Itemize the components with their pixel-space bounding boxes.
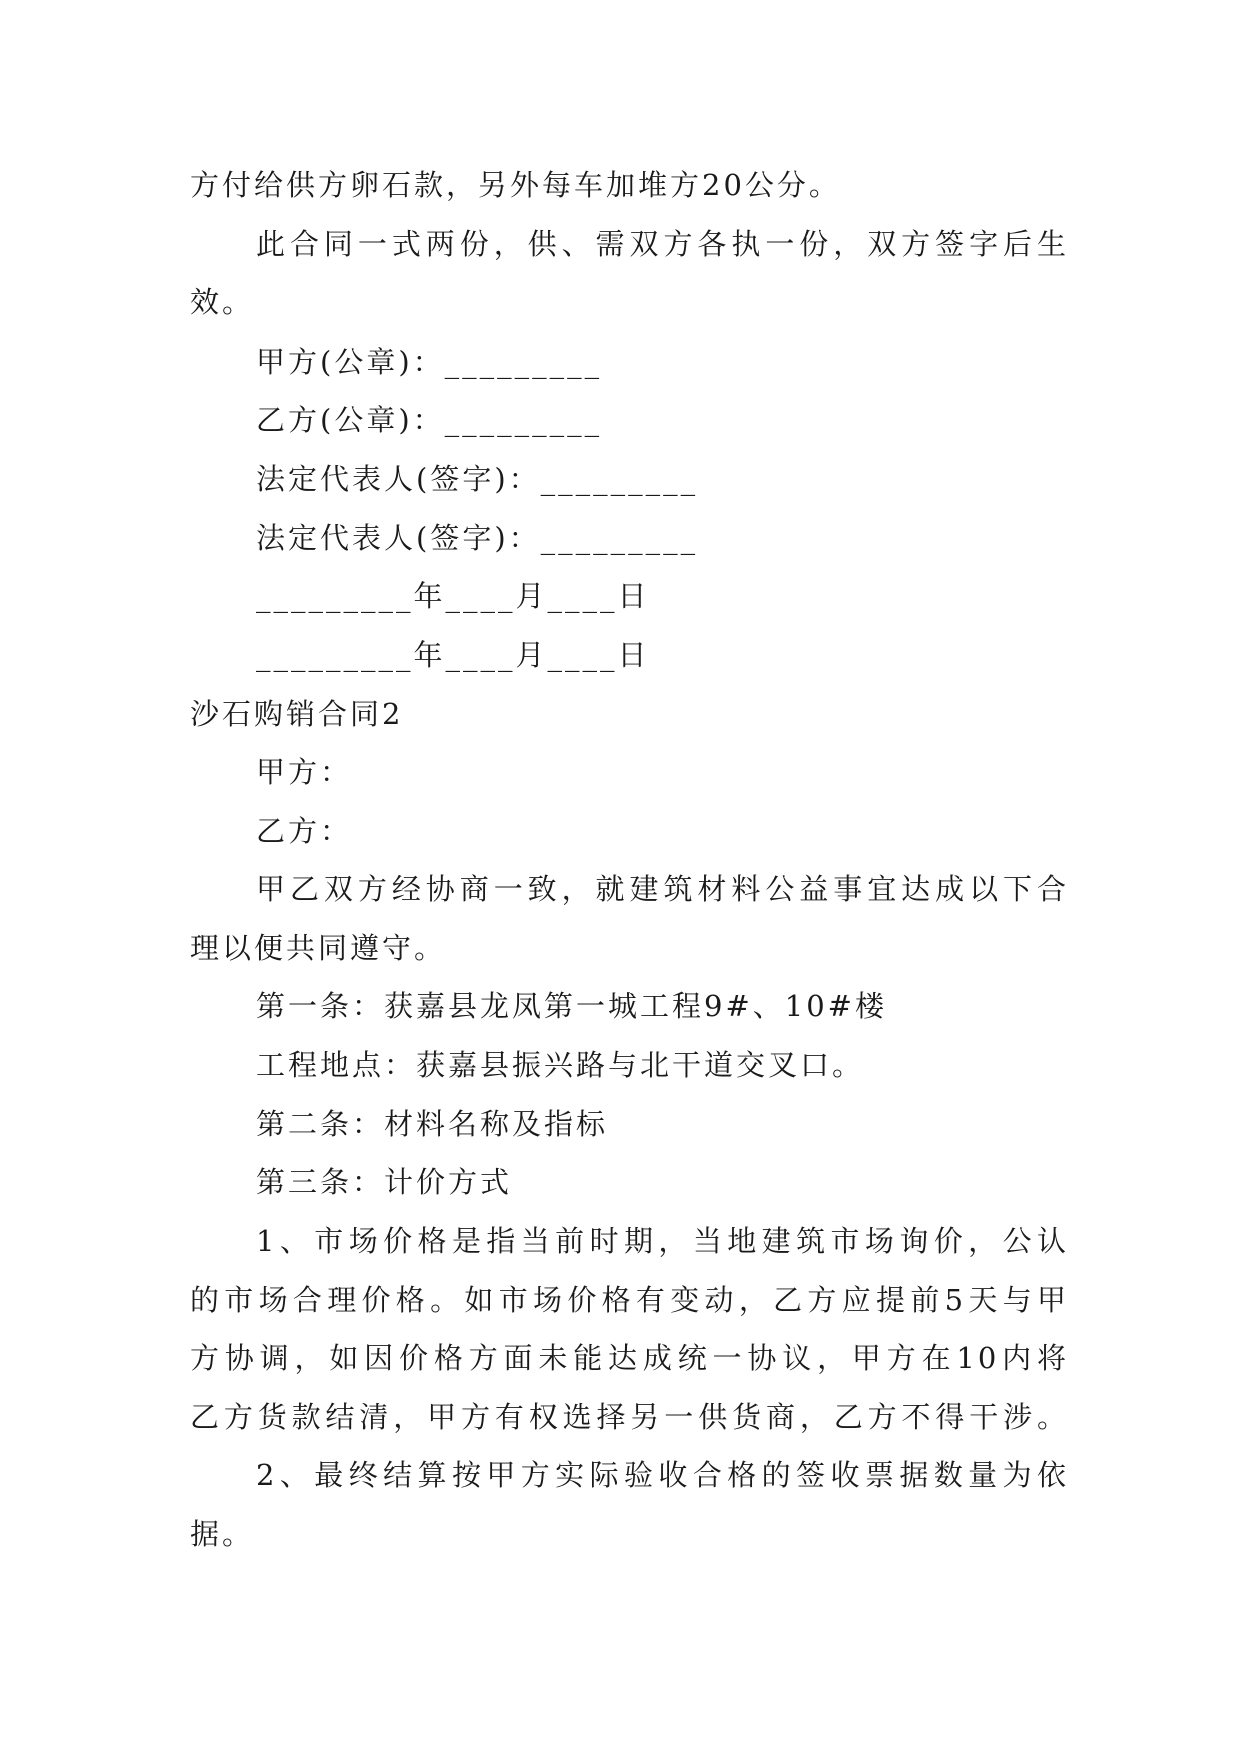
date-line: _________年____月____日: [256, 638, 650, 672]
paragraph-line: 2、最终结算按甲方实际验收合格的签收票据数量为依: [256, 1458, 1069, 1492]
seal-line-party-a: 甲方(公章)：_________: [256, 345, 603, 379]
party-a-label: 甲方：: [256, 755, 353, 789]
paragraph-line: 方协调，如因价格方面未能达成统一协议，甲方在10内将: [190, 1341, 1069, 1375]
paragraph-line: 1、市场价格是指当前时期，当地建筑市场询价，公认: [256, 1224, 1069, 1258]
paragraph-line: 甲乙双方经协商一致，就建筑材料公益事宜达成以下合: [256, 872, 1069, 906]
paragraph-line: 此合同一式两份，供、需双方各执一份，双方签字后生: [256, 227, 1069, 261]
paragraph-line: 据。: [190, 1517, 255, 1551]
paragraph-line: 理以便共同遵守。: [190, 931, 447, 965]
paragraph-line: 效。: [190, 285, 255, 319]
clause-line: 工程地点：获嘉县振兴路与北干道交叉口。: [256, 1048, 865, 1082]
clause-line: 第三条：计价方式: [256, 1165, 513, 1199]
clause-line: 第一条：获嘉县龙凤第一城工程9#、10#楼: [256, 989, 887, 1023]
paragraph-line: 乙方货款结清，甲方有权选择另一供货商，乙方不得干涉。: [190, 1400, 1069, 1434]
seal-line-party-b: 乙方(公章)：_________: [256, 403, 603, 437]
paragraph-line: 的市场合理价格。如市场价格有变动，乙方应提前5天与甲: [190, 1283, 1069, 1317]
paragraph-line: 方付给供方卵石款，另外每车加堆方20公分。: [190, 168, 841, 202]
section-title: 沙石购销合同2: [190, 697, 404, 731]
date-line: _________年____月____日: [256, 579, 650, 613]
signature-line: 法定代表人(签字)：_________: [256, 521, 699, 555]
signature-line: 法定代表人(签字)：_________: [256, 462, 699, 496]
clause-line: 第二条：材料名称及指标: [256, 1107, 609, 1141]
party-b-label: 乙方：: [256, 814, 353, 848]
